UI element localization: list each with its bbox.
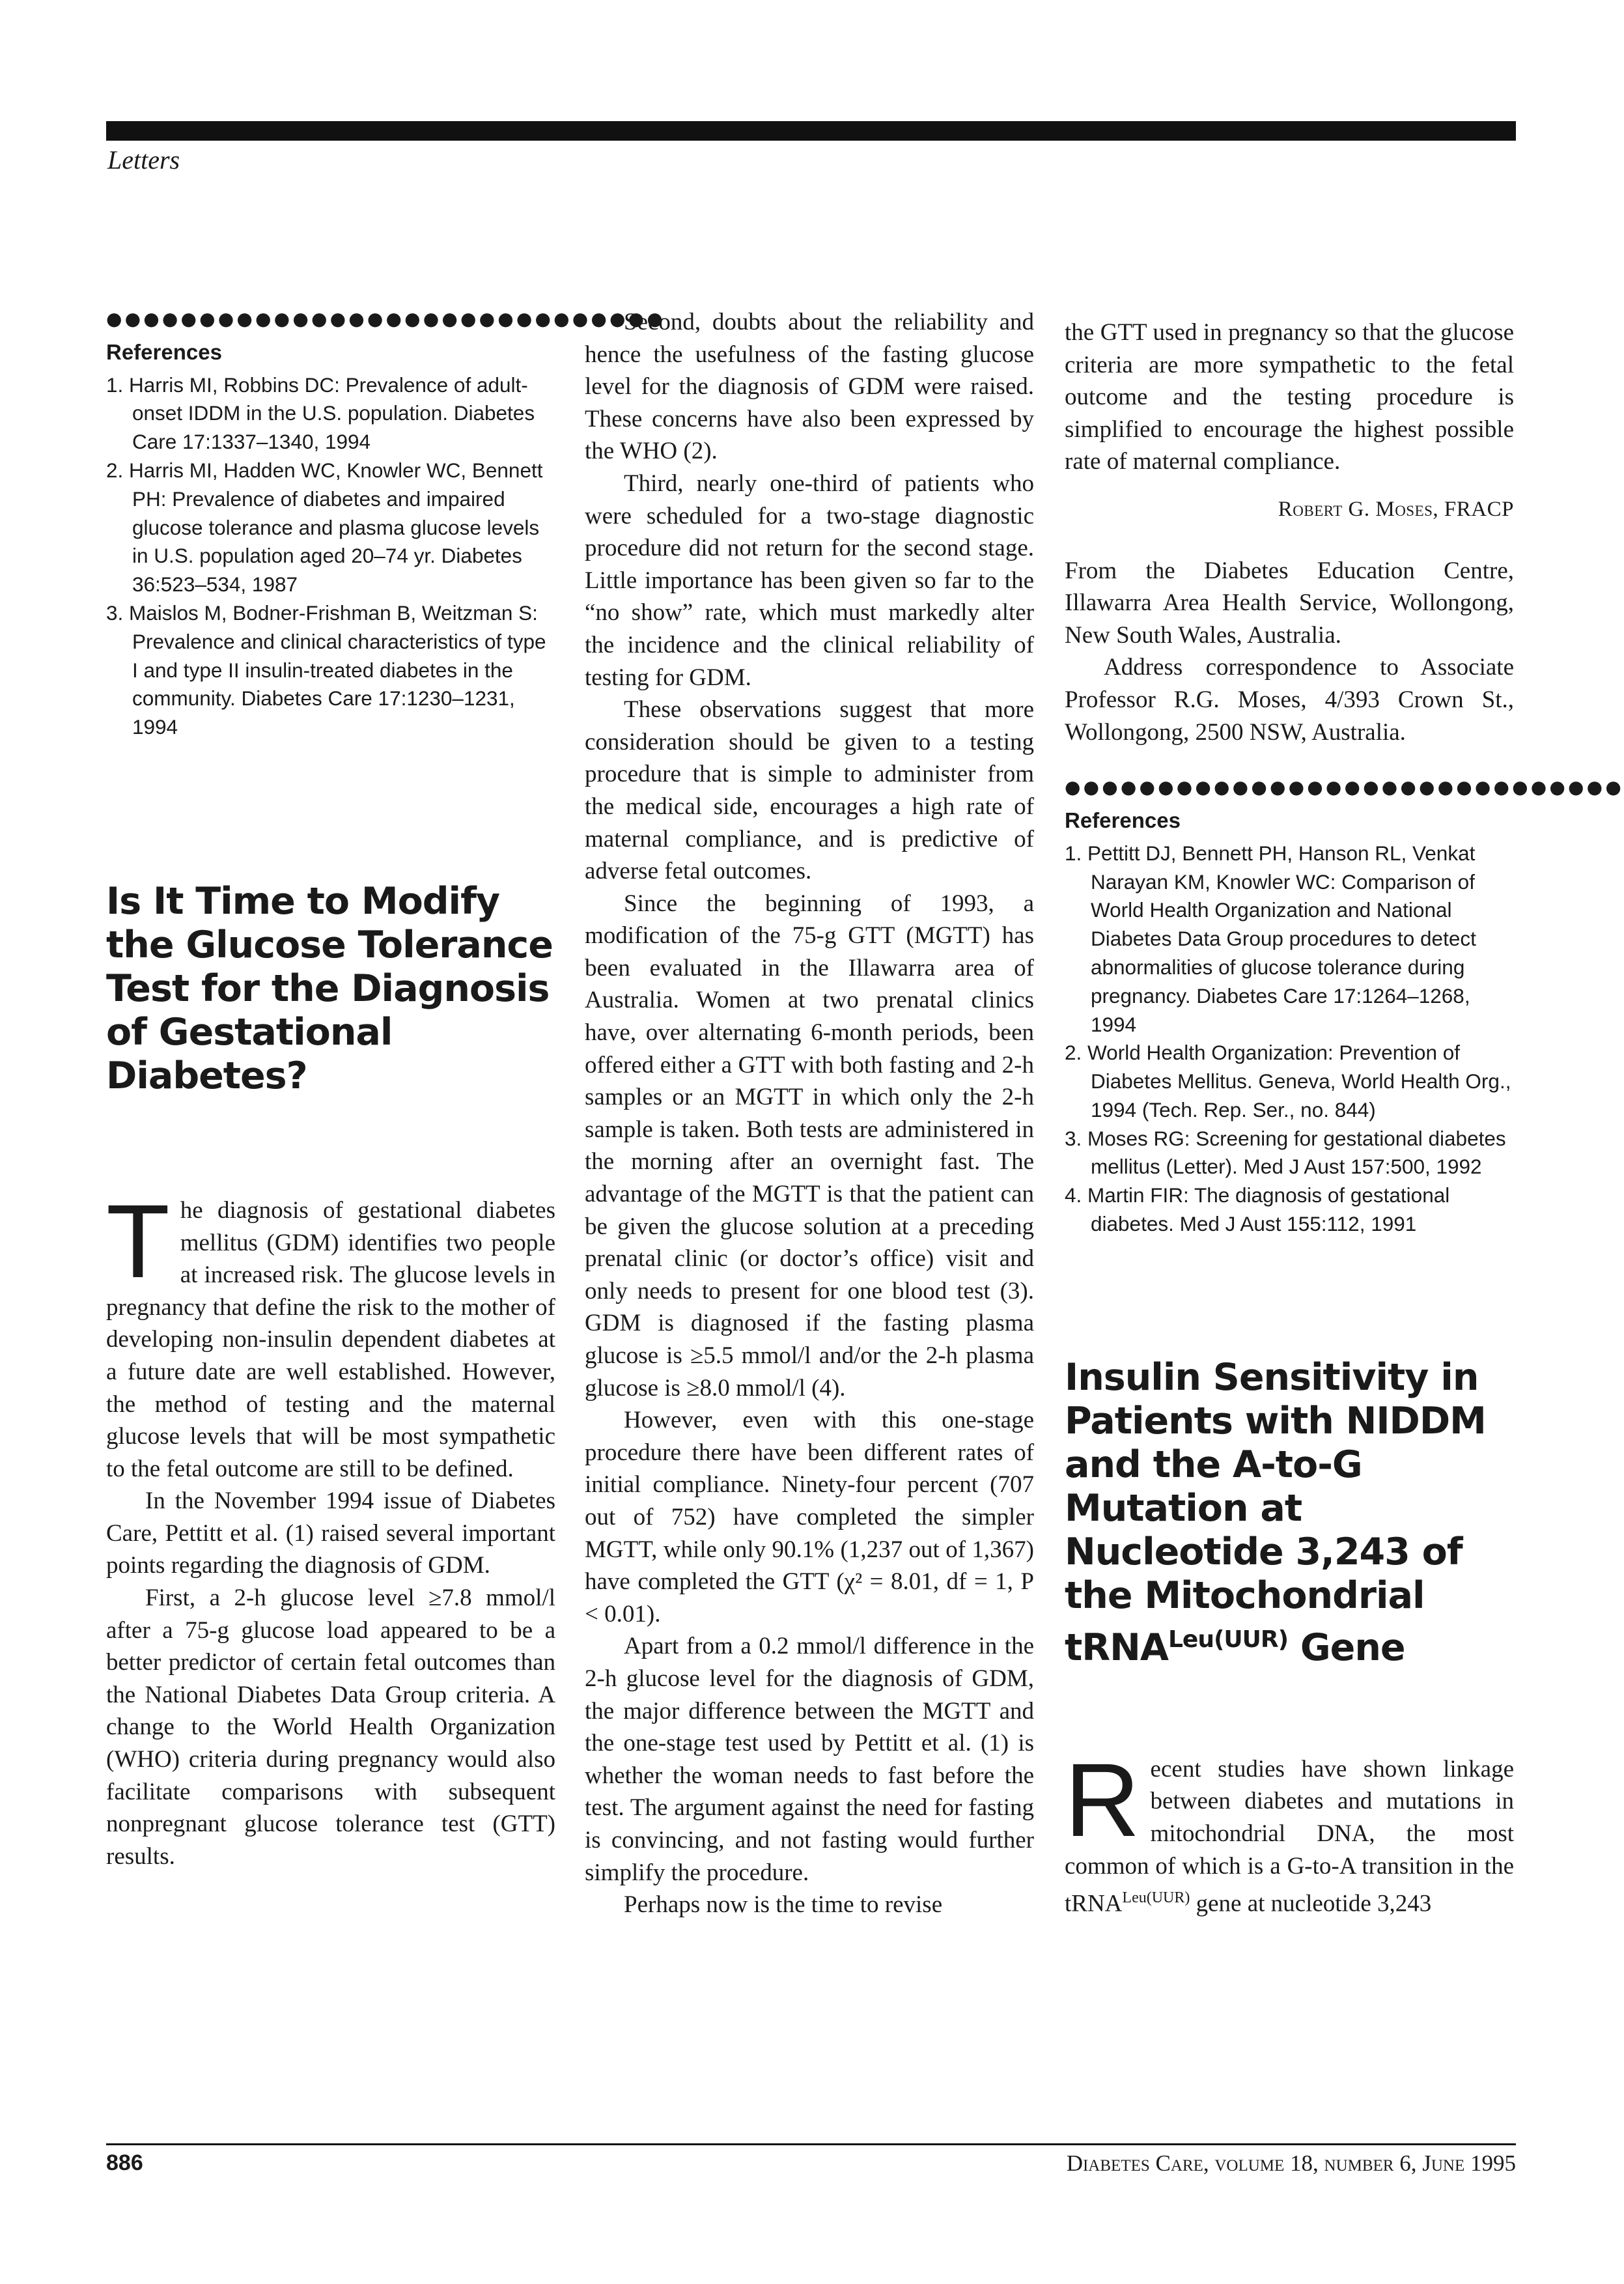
dot-divider: ●●●●●●●●●●●●●●●●●●●●●●●●●●●●●●	[1065, 776, 1624, 798]
affiliation: From the Diabetes Education Centre, Illawarra Area Health Service, Wollongong, New South Wales, Australia.	[1065, 557, 1514, 649]
references-heading: References	[106, 340, 222, 364]
reference-item: 1. Pettitt DJ, Bennett PH, Hanson RL, Venkat Narayan KM, Knowler WC: Comparison of World Health Organization and National Diabetes Data Group procedures to detect abnormalities of glucose tolerance during pregnancy. Diabetes Care 17:1264–1268, 1994	[1065, 841, 1476, 1036]
paragraph: Third, nearly one-third of patients who were scheduled for a two-stage diagnostic procedure did not return for the second stage. Little importance has been given so far to the “no show” rate, which must markedly alter the incidence and the clinical reliability of testing for GDM.	[585, 470, 1034, 691]
column-1	[106, 306, 665, 1872]
article-title: Insulin Sensitivity in Patients with NIDDM and the A-to-G Mutation at Nucleotide 3,243 of the Mitochondrial tRNA$^{Leu(UUR)}$ Gene	[1065, 1355, 1486, 1669]
reference-item: 2. World Health Organization: Prevention of Diabetes Mellitus. Geneva, World Health Org., 1994 (Tech. Rep. Ser., no. 844)	[1065, 1041, 1511, 1121]
author-signature: Robert G. Moses, FRACP	[1278, 497, 1514, 521]
reference-item: 2. Harris MI, Hadden WC, Knowler WC, Bennett PH: Prevalence of diabetes and impaired glucose tolerance and plasma glucose levels in U.S. population aged 20–74 yr. Diabetes 36:523–534, 1987	[106, 458, 543, 597]
paragraph: the GTT used in pregnancy so that the glucose criteria are more sympathetic to the fetal outcome and the testing procedure is simplified to encourage the highest possible rate of maternal compliance.	[1065, 319, 1514, 475]
article-title: Is It Time to Modify the Glucose Tolerance Test for the Diagnosis of Gestational Diabetes?	[106, 879, 553, 1097]
reference-list	[1065, 839, 1514, 1239]
section-label: Letters	[107, 145, 180, 175]
reference-list	[106, 371, 555, 742]
references-heading: References	[1065, 808, 1181, 833]
paragraph: First, a 2-h glucose level ≥7.8 mmol/l after a 75-g glucose load appeared to be a better predictor of certain fetal outcomes than the National Diabetes Data Group criteria. A change to the World Health Organization (WHO) criteria during pregnancy would also facilitate comparisons with subsequent nonpregnant glucose tolerance test (GTT) results.	[106, 1585, 555, 1870]
paragraph: Apart from a 0.2 mmol/l difference in the 2-h glucose level for the diagnosis of GDM, the major difference between the MGTT and the one-stage test used by Pettitt et al. (1) is whether the woman needs to fast before the test. The argument against the need for fasting is convincing, and not fasting would further simplify the procedure.	[585, 1633, 1034, 1886]
reference-item: 3. Maislos M, Bodner-Frishman B, Weitzman S: Prevalence and clinical characteristics of type I and type II insulin-treated diabetes in the community. Diabetes Care 17:1230–1231, 1994	[106, 600, 546, 739]
footer-rule	[106, 2143, 1516, 2145]
column-2	[585, 306, 1034, 1921]
paragraph: Perhaps now is the time to revise	[624, 1891, 943, 1919]
journal-footer: Diabetes Care, volume 18, number 6, June 1995	[1066, 2150, 1516, 2176]
reference-item: 1. Harris MI, Robbins DC: Prevalence of adult-onset IDDM in the U.S. population. Diabetes Care 17:1337–1340, 1994	[106, 373, 535, 454]
title-superscript: Leu(UUR)	[1168, 1626, 1289, 1653]
reference-item: 4. Martin FIR: The diagnosis of gestational diabetes. Med J Aust 155:112, 1991	[1065, 1183, 1450, 1236]
reference-item: 3. Moses RG: Screening for gestational diabetes mellitus (Letter). Med J Aust 157:500, 1992	[1065, 1126, 1506, 1179]
correspondence-address: Address correspondence to Associate Professor R.G. Moses, 4/393 Crown St., Wollongong, 2500 NSW, Australia.	[1065, 654, 1514, 746]
paragraph: In the November 1994 issue of Diabetes Care, Pettitt et al. (1) raised several important points regarding the diagnosis of GDM.	[106, 1487, 555, 1579]
paragraph: ecent studies have shown linkage between diabetes and mutations in mitochondrial DNA, the most common of which is a G-to-A transition in the tRNA	[1065, 1755, 1514, 1917]
drop-cap: T	[106, 1182, 170, 1299]
paragraph: Since the beginning of 1993, a modification of the 75-g GTT (MGTT) has been evaluated in the Illawarra area of Australia. Women at two prenatal clinics have, over alternating 6-month periods, been offered either a GTT with both fasting and 2-h samples or an MGTT in which only the 2-h sample is taken. Both tests are administered in the morning after an overnight fast. The advantage of the MGTT is that the patient can be given the glucose solution at a preceding prenatal clinic (or doctor’s office) visit and only needs to present for one blood test (3). GDM is diagnosed if the fasting plasma glucose is ≥5.5 mmol/l and/or the 2-h plasma glucose is ≥8.0 mmol/l (4).	[585, 890, 1034, 1402]
drop-cap: R	[1065, 1741, 1140, 1858]
paragraph-end: gene at nucleotide 3,243	[1190, 1890, 1432, 1917]
dot-divider: ●●●●●●●●●●●●●●●●●●●●●●●●●●●●●●	[106, 308, 665, 330]
gene-superscript: Leu(UUR)	[1122, 1889, 1190, 1907]
paragraph: However, even with this one-stage procedure there have been different rates of initial compliance. Ninety-four percent (707 out of 752) have completed the simpler MGTT, while only 90.1% (1,237 out of 1,367) have completed the GTT (χ² = 8.01, df = 1, P < 0.01).	[585, 1407, 1034, 1628]
page-number: 886	[106, 2150, 143, 2175]
paragraph: These observations suggest that more consideration should be given to a testing procedure that is simple to administer from the medical side, encourages a high rate of maternal compliance, and is predictive of adverse fetal outcomes.	[585, 696, 1034, 885]
header-rule	[106, 121, 1516, 141]
paragraph: Second, doubts about the reliability and hence the usefulness of the fasting glucose level for the diagnosis of GDM were raised. These concerns have also been expressed by the WHO (2).	[585, 309, 1034, 465]
paragraph: he diagnosis of gestational diabetes mellitus (GDM) identifies two people at increased risk. The glucose levels in pregnancy that define the risk to the mother of developing non-insulin dependent diabetes at a future date are well established. However, the method of testing and the maternal glucose levels that will be most sympathetic to the fetal outcome are still to be defined.	[106, 1196, 555, 1482]
column-3	[1065, 317, 1624, 1920]
